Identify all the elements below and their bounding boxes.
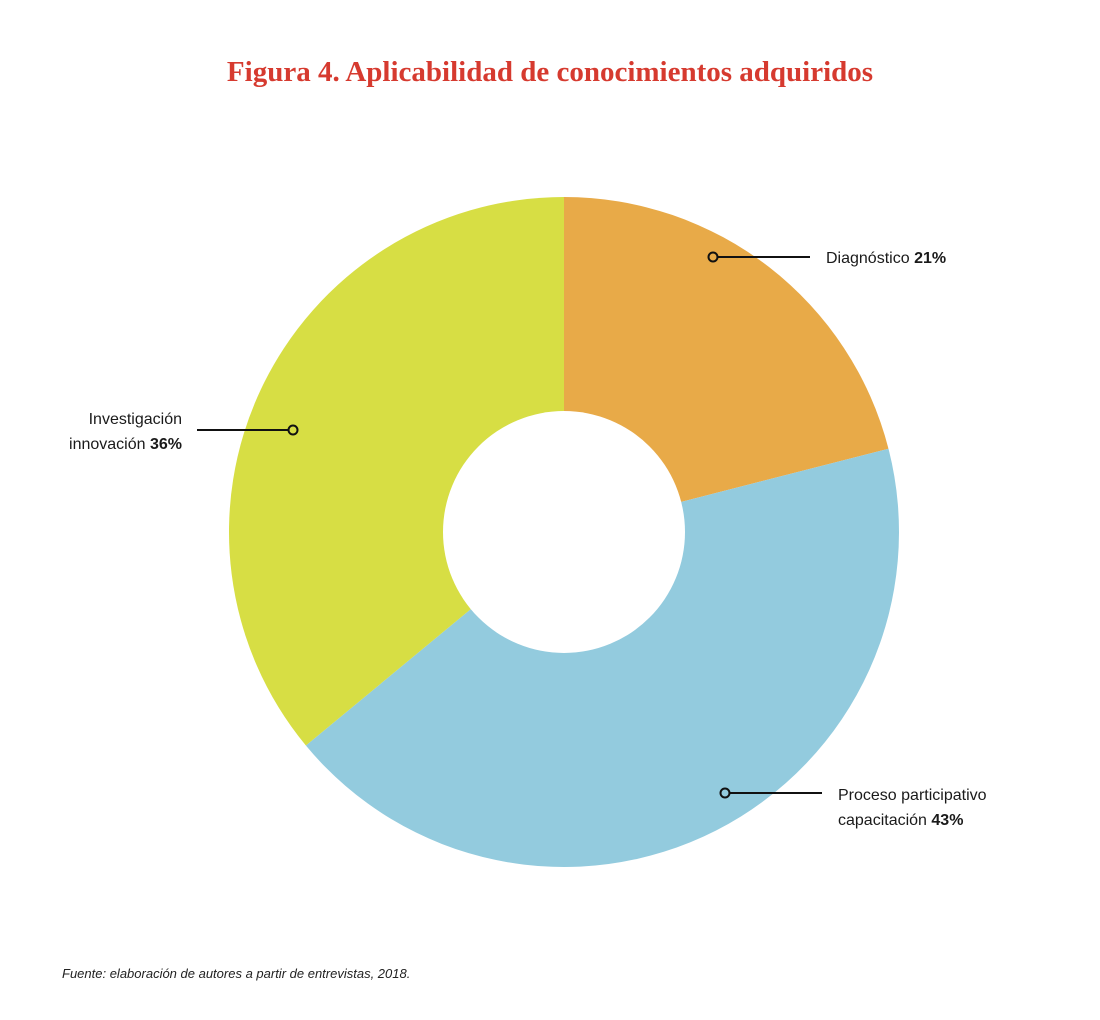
slice-label-text: Investigación — [88, 411, 182, 428]
leader-dot — [721, 789, 730, 798]
leader-dot — [289, 426, 298, 435]
leader-dot — [709, 253, 718, 262]
slice-label-text: Proceso participativo — [838, 787, 987, 804]
slice-value-label: 43% — [931, 812, 964, 829]
slice-label-text: Diagnóstico — [826, 250, 910, 267]
slice-value-label: 36% — [149, 436, 182, 453]
slice-value-label: 21% — [914, 250, 947, 267]
slice-label-proceso — [838, 783, 987, 833]
chart-title: Figura 4. Aplicabilidad de conocimientos adquiridos — [226, 56, 874, 88]
slice-label-text: capacitación — [838, 812, 927, 829]
donut-hole — [443, 411, 685, 653]
source-note: Fuente: elaboración de autores a partir de entrevistas, 2018. — [62, 966, 411, 981]
slice-label-investigacion — [20, 407, 182, 457]
slice-label-text: innovación — [69, 436, 146, 453]
slice-label-diagnostico — [826, 246, 946, 271]
